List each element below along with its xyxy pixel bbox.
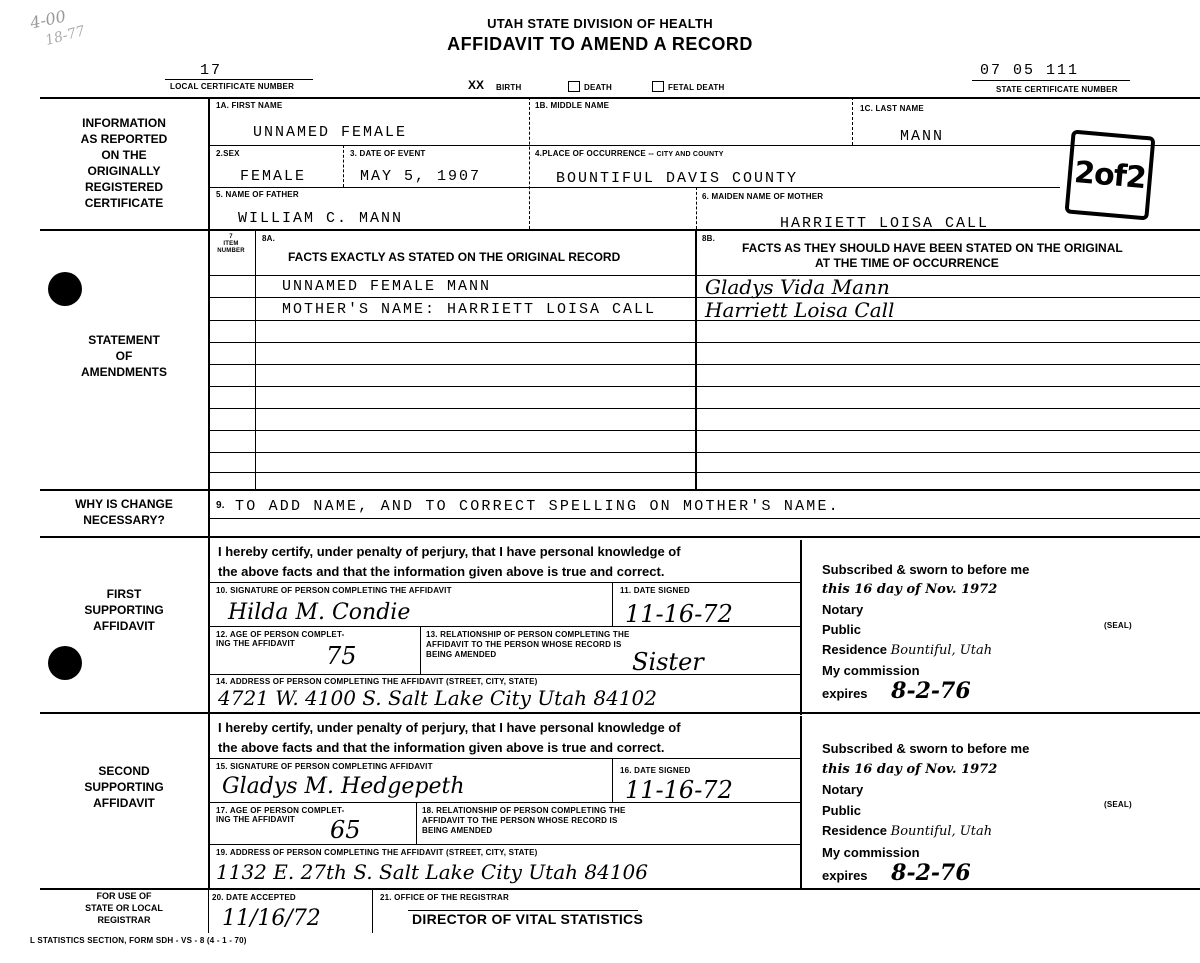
col-a-header: FACTS EXACTLY AS STATED ON THE ORIGINAL RECORD (288, 250, 621, 264)
first-cert-text: I hereby certify, under penalty of perjury, that I have personal knowledge of the above facts and that the information given above is true and correct. (218, 544, 681, 579)
director-title: DIRECTOR OF VITAL STATISTICS (412, 911, 644, 927)
why-num: 9. (216, 500, 225, 511)
death-label: DEATH (584, 83, 612, 92)
first-age: 75 (326, 642, 357, 670)
first-date: 11-16-72 (625, 600, 733, 628)
date-accepted: 11/16/72 (222, 906, 321, 931)
first-rel-label: 13. RELATIONSHIP OF PERSON COMPLETING THE AFFIDAVIT TO THE PERSON WHOSE RECORD IS BEING AMENDED (426, 630, 630, 659)
sex-value: FEMALE (240, 168, 307, 185)
last-name-value: MANN (900, 128, 945, 145)
father-label: 5. NAME OF FATHER (216, 190, 299, 199)
punch-hole-bottom (48, 646, 82, 680)
birth-label: BIRTH (496, 83, 522, 92)
second-age-label: 17. AGE OF PERSON COMPLET- ING THE AFFIDAVIT (216, 806, 345, 824)
mother-value: HARRIETT LOISA CALL (780, 215, 990, 232)
fetal-death-label: FETAL DEATH (668, 83, 725, 92)
first-address: 4721 W. 4100 S. Salt Lake City Utah 84102 (218, 686, 657, 710)
second-age: 65 (330, 816, 361, 844)
col-b-header-1: FACTS AS THEY SHOULD HAVE BEEN STATED ON THE ORIGINAL (742, 241, 1123, 255)
state-cert-label: STATE CERTIFICATE NUMBER (996, 85, 1118, 94)
col-b-header-2: AT THE TIME OF OCCURRENCE (815, 256, 999, 270)
second-sig-label: 15. SIGNATURE OF PERSON COMPLETING AFFIDAVIT (216, 762, 433, 771)
father-value: WILLIAM C. MANN (238, 210, 404, 227)
sex-label: 2.SEX (216, 149, 240, 158)
second-seal-label: (SEAL) (1104, 800, 1132, 809)
first-age-label: 12. AGE OF PERSON COMPLET- ING THE AFFIDAVIT (216, 630, 345, 648)
registrar-side-label: FOR USE OF STATE OR LOCAL REGISTRAR (85, 891, 163, 925)
amend-side-label: STATEMENT OF AMENDMENTS (81, 333, 167, 379)
second-date: 11-16-72 (625, 776, 733, 804)
info-side-label: INFORMATION AS REPORTED ON THE ORIGINALLY REGISTERED CERTIFICATE (80, 116, 168, 210)
page-stamp: 2of2 (1064, 129, 1155, 220)
first-date-label: 11. DATE SIGNED (620, 586, 690, 595)
place-label: 4.PLACE OF OCCURRENCE -- CITY AND COUNTY (535, 149, 724, 158)
second-notary-block: Subscribed & sworn to before me this 16 day of Nov. 1972 Notary Public Residence Bountiful, Utah My commission expires 8-2-76 (822, 741, 1030, 886)
local-cert-label: LOCAL CERTIFICATE NUMBER (170, 82, 295, 91)
form-title: AFFIDAVIT TO AMEND A RECORD (447, 34, 753, 54)
form-footer: L STATISTICS SECTION, FORM SDH - VS - 8 (4 - 1 - 70) (30, 936, 247, 945)
first-sig-label: 10. SIGNATURE OF PERSON COMPLETING THE AFFIDAVIT (216, 586, 452, 595)
pencil-note-2: 18-77 (43, 23, 87, 49)
why-side-label: WHY IS CHANGE NECESSARY? (75, 497, 173, 527)
place-value: BOUNTIFUL DAVIS COUNTY (556, 170, 799, 187)
amend-row1-original: UNNAMED FEMALE MANN (282, 278, 492, 295)
first-notary-block: Subscribed & sworn to before me this 16 day of Nov. 1972 Notary Public Residence Bountiful, Utah My commission expires 8-2-76 (822, 562, 1030, 704)
amend-row1-corrected: Gladys Vida Mann (705, 275, 890, 299)
birth-check-mark: XX (468, 78, 485, 92)
first-name-label: 1A. FIRST NAME (216, 101, 283, 110)
amend-row2-corrected: Harriett Loisa Call (705, 298, 895, 322)
date-of-event-value: MAY 5, 1907 (360, 168, 482, 185)
punch-hole-top (48, 272, 82, 306)
why-text: TO ADD NAME, AND TO CORRECT SPELLING ON MOTHER'S NAME. (235, 498, 840, 515)
first-seal-label: (SEAL) (1104, 621, 1132, 630)
second-address: 1132 E. 27th S. Salt Lake City Utah 84106 (216, 860, 649, 884)
fetal-death-checkbox[interactable] (652, 81, 664, 92)
mother-label: 6. MAIDEN NAME OF MOTHER (702, 192, 824, 201)
first-affidavit-side-label: FIRST SUPPORTING AFFIDAVIT (84, 587, 164, 633)
second-date-label: 16. DATE SIGNED (620, 766, 691, 775)
second-signature: Gladys M. Hedgepeth (222, 774, 465, 799)
col-a-num: 8A. (262, 234, 276, 243)
agency-name: UTAH STATE DIVISION OF HEALTH (487, 16, 713, 31)
date-accepted-label: 20. DATE ACCEPTED (212, 893, 296, 902)
second-rel-label: 18. RELATIONSHIP OF PERSON COMPLETING THE AFFIDAVIT TO THE PERSON WHOSE RECORD IS BEING AMENDED (422, 806, 626, 835)
registrar-office-label: 21. OFFICE OF THE REGISTRAR (380, 893, 509, 902)
col-b-num: 8B. (702, 234, 716, 243)
state-cert-number: 07 05 111 (980, 62, 1080, 79)
first-name-value: UNNAMED FEMALE (253, 124, 408, 141)
date-of-event-label: 3. DATE OF EVENT (350, 149, 426, 158)
middle-name-label: 1B. MIDDLE NAME (535, 101, 610, 110)
second-cert-text: I hereby certify, under penalty of perjury, that I have personal knowledge of the above facts and that the information given above is true and correct. (218, 720, 681, 755)
second-affidavit-side-label: SECOND SUPPORTING AFFIDAVIT (84, 764, 164, 810)
local-cert-number: 17 (200, 62, 223, 79)
first-relationship: Sister (632, 648, 704, 676)
amend-row2-original: MOTHER'S NAME: HARRIETT LOISA CALL (282, 301, 657, 318)
item-number-label: 7 ITEM NUMBER (217, 234, 245, 254)
death-checkbox[interactable] (568, 81, 580, 92)
last-name-label: 1C. LAST NAME (860, 104, 924, 113)
second-address-label: 19. ADDRESS OF PERSON COMPLETING THE AFFIDAVIT (STREET, CITY, STATE) (216, 848, 538, 857)
first-address-label: 14. ADDRESS OF PERSON COMPLETING THE AFFIDAVIT (STREET, CITY, STATE) (216, 677, 538, 686)
pencil-note-1: 4-00 (28, 6, 68, 33)
first-signature: Hilda M. Condie (228, 600, 411, 625)
